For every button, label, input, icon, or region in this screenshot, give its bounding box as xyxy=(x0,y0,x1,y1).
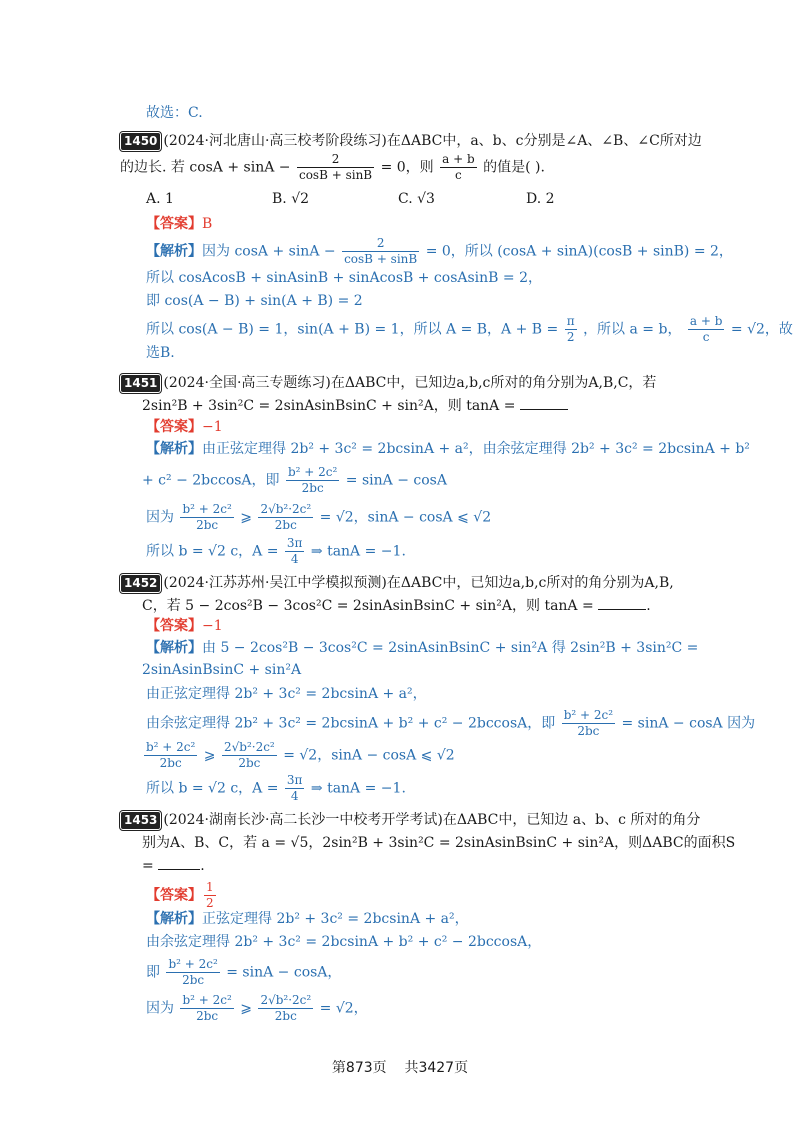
analysis-text: 由正弦定理得 2b² + 3c² = 2bcsinA + a²，由余弦定理得 2b² + 3c² = 2bcsinA + b² xyxy=(202,441,750,457)
analysis-line: 2sinAsinBsinC + sin²A xyxy=(142,662,302,678)
problem-1453-stem-line2: 别为A、B、C，若 a = √5，2sin²B + 3sin²C = 2sinAsinBsinC + sin²A，则ΔABC的面积S xyxy=(142,835,736,851)
fraction xyxy=(688,314,725,345)
problem-stem-text: 在ΔABC中，a、b、c分别是∠A、∠B、∠C所对边 xyxy=(386,133,702,149)
problem-stem-text: 在ΔABC中，已知边 a、b、c 所对的角分 xyxy=(442,812,701,828)
fraction-numerator: 2√b²·2c² xyxy=(260,502,312,516)
analysis-line: 由正弦定理得 2b² + 3c² = 2bcsinA + a²， xyxy=(146,686,427,702)
fraction-numerator: 2 xyxy=(297,152,374,168)
fraction-denominator: 2bc xyxy=(159,756,182,770)
analysis-text: ⇒ tanA = −1. xyxy=(310,780,406,797)
analysis-line xyxy=(146,708,755,739)
fraction-numerator: b² + 2c² xyxy=(288,465,338,479)
problem-stem-text: 在ΔABC中，已知边a,b,c所对的角分别为A,B, xyxy=(386,575,674,591)
fraction xyxy=(222,740,277,771)
fraction-denominator: 2 xyxy=(566,330,575,344)
analysis-text: ⩾ xyxy=(203,747,216,764)
analysis-text: 由 5 − 2cos²B − 3cos²C = 2sinAsinBsinC + sin²A 得 2sin²B + 3sin²C = xyxy=(202,640,699,656)
analysis-line xyxy=(146,909,469,929)
fraction xyxy=(166,957,219,988)
problem-number-badge: 1450 xyxy=(121,133,160,150)
page-number: 第873页 xyxy=(331,1060,387,1076)
analysis-line xyxy=(146,773,406,804)
answer-blank xyxy=(158,855,200,870)
problem-1452-stem-line1 xyxy=(121,573,674,593)
analysis-tag: 【解析】 xyxy=(146,911,202,927)
analysis-line xyxy=(146,236,733,267)
analysis-text: ⩾ xyxy=(240,509,252,526)
fraction xyxy=(285,536,305,567)
problem-1453-stem-line3 xyxy=(142,855,205,876)
page-footer xyxy=(0,1057,800,1077)
fraction xyxy=(180,502,233,533)
problem-1451-stem-line2 xyxy=(142,395,568,416)
analysis-tag: 【解析】 xyxy=(146,441,202,457)
fraction-denominator: 2bc xyxy=(274,518,297,532)
analysis-text: = √2， xyxy=(319,1000,368,1017)
analysis-line: 由余弦定理得 2b² + 3c² = 2bcsinA + b² + c² − 2bccosA， xyxy=(146,934,542,950)
fraction-denominator: 2bc xyxy=(238,756,261,770)
fraction-denominator: cosB + sinB xyxy=(298,168,373,182)
fraction-numerator: a + b xyxy=(442,152,475,166)
problem-1450-stem-line2 xyxy=(120,152,545,183)
fraction-numerator: 1 xyxy=(206,880,214,894)
answer-tag: 【答案】 xyxy=(146,216,202,232)
problem-stem-text: . xyxy=(646,598,651,614)
analysis-text: 因为 xyxy=(146,1000,174,1017)
fraction-denominator: 2bc xyxy=(196,518,219,532)
problem-stem-text: . xyxy=(200,858,205,874)
problem-stem-text: = xyxy=(142,858,154,874)
answer-line xyxy=(146,616,223,636)
problem-1450-stem-line1 xyxy=(121,131,702,151)
answer-tag: 【答案】 xyxy=(146,618,202,634)
analysis-text: = √2，sinA − cosA ⩽ √2 xyxy=(283,747,455,764)
answer-blank xyxy=(520,395,568,410)
answer-blank xyxy=(598,595,646,610)
analysis-text: = sinA − cosA 因为 xyxy=(621,715,756,732)
analysis-text: 因为 xyxy=(146,509,174,526)
analysis-line: 所以 cosAcosB + sinAsinB + sinAcosB + cosAsinB = 2， xyxy=(146,270,543,286)
answer-line xyxy=(146,880,218,911)
analysis-text: 所以 b = √2 c，A = xyxy=(146,543,279,560)
problem-stem-text: = 0，则 xyxy=(380,159,434,176)
answer-tag: 【答案】 xyxy=(146,419,202,435)
fraction-denominator: 2 xyxy=(206,896,214,910)
problem-stem-text: C，若 5 − 2cos²B − 3cos²C = 2sinAsinBsinC + sin²A，则 tanA = xyxy=(142,598,594,614)
fraction xyxy=(286,465,339,496)
analysis-text: = 0，所以 (cosA + sinA)(cosB + sinB) = 2， xyxy=(425,243,733,260)
analysis-line xyxy=(146,439,750,459)
analysis-text: ⩾ xyxy=(240,1000,252,1017)
analysis-text: 所以 b = √2 c，A = xyxy=(146,780,279,797)
problem-source: (2024·河北唐山·高三校考阶段练习) xyxy=(163,133,387,149)
analysis-text: 因为 cosA + sinA − xyxy=(202,243,336,260)
option-b: B. √2 xyxy=(272,191,310,207)
problem-stem-text: 的边长. 若 cosA + sinA − xyxy=(120,159,291,176)
problem-stem-text: 2sin²B + 3sin²C = 2sinAsinBsinC + sin²A，则 tanA = xyxy=(142,398,516,414)
fraction-numerator: 2√b²·2c² xyxy=(223,740,275,754)
fraction-denominator: c xyxy=(702,330,710,344)
analysis-tag: 【解析】 xyxy=(146,640,202,656)
analysis-text: ，所以 a = b， xyxy=(583,321,682,338)
answer-tag: 【答案】 xyxy=(146,887,202,904)
fraction xyxy=(180,993,233,1024)
answer-value: B xyxy=(202,216,213,232)
fraction-numerator: b² + 2c² xyxy=(182,502,232,516)
answer-fraction xyxy=(204,880,216,911)
answer-value: −1 xyxy=(202,419,223,435)
problem-source: (2024·湖南长沙·高二长沙一中校考开学考试) xyxy=(163,812,443,828)
analysis-text: = √2，sinA − cosA ⩽ √2 xyxy=(319,509,492,526)
option-a: A. 1 xyxy=(146,191,174,207)
analysis-text: = sinA − cosA， xyxy=(226,964,342,981)
page-total: 共3427页 xyxy=(404,1060,469,1076)
answer-line xyxy=(146,214,212,234)
problem-number-badge: 1453 xyxy=(121,812,160,829)
fraction-denominator: 2bc xyxy=(182,973,205,987)
fraction-numerator: a + b xyxy=(689,314,723,328)
fraction xyxy=(440,152,477,183)
answer-value: −1 xyxy=(202,618,223,634)
problem-source: (2024·江苏苏州·吴江中学模拟预测) xyxy=(163,575,387,591)
fraction-numerator: b² + 2c² xyxy=(168,957,218,971)
option-d: D. 2 xyxy=(526,191,555,207)
analysis-text: = √2，故 xyxy=(730,321,793,338)
analysis-text: ⇒ tanA = −1. xyxy=(310,543,406,560)
analysis-tag: 【解析】 xyxy=(146,243,202,260)
option-c: C. √3 xyxy=(398,191,435,207)
fraction-numerator: b² + 2c² xyxy=(563,708,614,722)
problem-number-badge: 1451 xyxy=(121,375,160,392)
analysis-text: 所以 cos(A − B) = 1，sin(A + B) = 1，所以 A = B，A + B = xyxy=(146,321,559,338)
fraction-numerator: b² + 2c² xyxy=(146,740,196,754)
analysis-line xyxy=(146,536,406,567)
analysis-text: = sinA − cosA xyxy=(345,472,447,489)
analysis-line xyxy=(146,957,341,988)
analysis-text: + c² − 2bccosA，即 xyxy=(142,472,280,489)
fraction-denominator: cosB + sinB xyxy=(344,252,418,266)
fraction xyxy=(258,502,313,533)
analysis-line: 即 cos(A − B) + sin(A + B) = 2 xyxy=(146,293,363,309)
fraction xyxy=(285,773,305,804)
analysis-line xyxy=(146,993,368,1024)
problem-1453-stem-line1 xyxy=(121,810,700,830)
problem-stem-text: 的值是( ). xyxy=(483,159,545,176)
problem-1452-stem-line2 xyxy=(142,595,651,616)
fraction-numerator: 2√b²·2c² xyxy=(260,993,312,1007)
fraction-numerator: 3π xyxy=(286,536,303,550)
problem-stem-text: 在ΔABC中，已知边a,b,c所对的角分别为A,B,C，若 xyxy=(330,375,657,391)
analysis-line xyxy=(142,465,447,496)
problem-number-badge: 1452 xyxy=(121,575,160,592)
fraction xyxy=(297,152,374,183)
fraction-denominator: 2bc xyxy=(577,724,600,738)
fraction xyxy=(258,993,313,1024)
analysis-line xyxy=(146,314,793,345)
fraction-numerator: 3π xyxy=(286,773,303,787)
fraction-denominator: c xyxy=(455,168,462,182)
fraction xyxy=(562,708,615,739)
analysis-line xyxy=(142,740,455,771)
fraction xyxy=(342,236,419,267)
analysis-line: 选B. xyxy=(146,345,175,361)
fraction-denominator: 2bc xyxy=(196,1009,219,1023)
analysis-text: 正弦定理得 2b² + 3c² = 2bcsinA + a²， xyxy=(202,911,469,927)
fraction-denominator: 4 xyxy=(290,789,299,803)
problem-1451-stem-line1 xyxy=(121,373,656,393)
analysis-line xyxy=(146,502,491,533)
analysis-text: 由余弦定理得 2b² + 3c² = 2bcsinA + b² + c² − 2bccosA，即 xyxy=(146,715,556,732)
fraction-numerator: b² + 2c² xyxy=(182,993,232,1007)
fraction-denominator: 2bc xyxy=(301,481,324,495)
analysis-line xyxy=(146,638,698,658)
fraction xyxy=(144,740,197,771)
fraction-numerator: 2 xyxy=(342,236,419,252)
previous-conclusion: 故选：C. xyxy=(146,105,203,121)
fraction xyxy=(565,314,577,345)
analysis-text: 即 xyxy=(146,964,160,981)
fraction-numerator: π xyxy=(566,314,575,328)
problem-source: (2024·全国·高三专题练习) xyxy=(163,375,331,391)
fraction-denominator: 4 xyxy=(290,552,299,566)
answer-line xyxy=(146,417,223,437)
fraction-denominator: 2bc xyxy=(274,1009,297,1023)
